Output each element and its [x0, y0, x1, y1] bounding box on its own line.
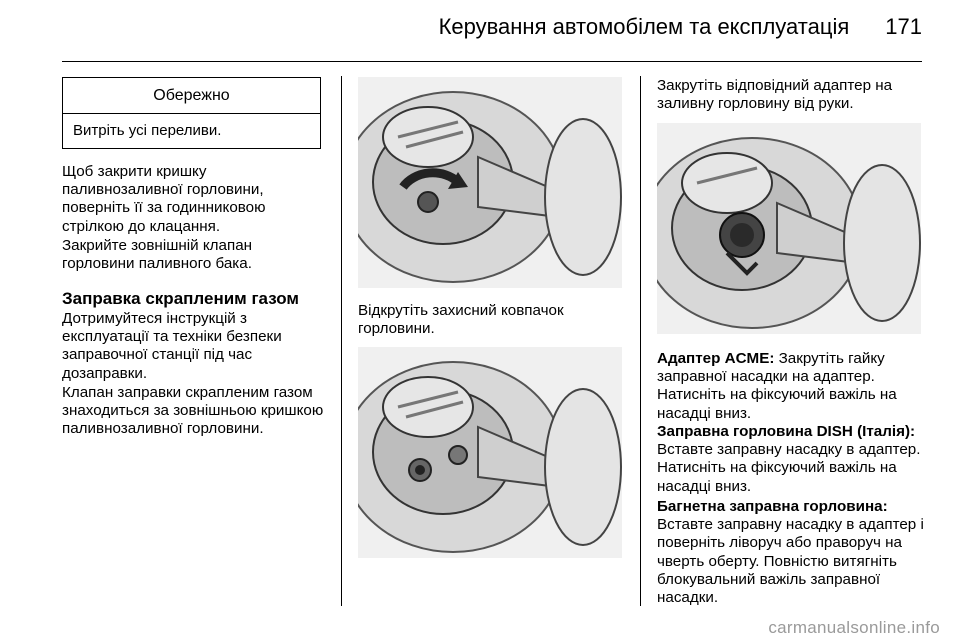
- warning-title: Обережно: [63, 78, 320, 114]
- col1-paragraph-1: Щоб закрити кришку паливнозаливної горловини, поверніть її за годинниковою стрілкою до клацання.: [62, 163, 266, 235]
- bayonet-text: Вставте заправну насадку в адаптер і поверніть ліворуч або праворуч на чверть оберту. Повністю витягніть блокувальний важіль заправної насадки.: [657, 516, 924, 607]
- fuel-door-illustration-3: [657, 123, 921, 334]
- bayonet-paragraph: [657, 498, 927, 607]
- header-divider: [62, 61, 922, 62]
- col3-paragraph-1: Закрутіть відповідний адаптер на заливну горловину від руки.: [657, 77, 893, 113]
- fuel-door-illustration-2: [358, 347, 622, 558]
- dish-label: Заправна горловина DISH (Італія):: [657, 423, 916, 440]
- col1-paragraph-4: Клапан заправки скрапленим газом знаходиться за зовнішньою кришкою паливнозаливної горловини.: [62, 384, 324, 438]
- bayonet-label: Багнетна заправна горловина:: [657, 498, 888, 515]
- warning-text: Витріть усі переливи.: [73, 122, 222, 139]
- warning-box: [62, 77, 321, 149]
- header-title: Керування автомобілем та експлуатація: [438, 14, 850, 39]
- col1-paragraph-3: Дотримуйтеся інструкцій з експлуатації та техніки безпеки заправочної станції під час дозаправки.: [62, 310, 282, 382]
- column-divider-2: [640, 76, 641, 606]
- acme-label: Адаптер ACME:: [657, 350, 775, 367]
- dish-text: Вставте заправну насадку в адаптер. Натисніть на фіксуючий важіль на насадці вниз.: [657, 441, 921, 495]
- section-heading: Заправка скрапленим газом: [62, 289, 299, 308]
- watermark: carmanualsonline.info: [768, 618, 940, 637]
- figure-caption-remove-cap: Відкрутіть захисний ковпачок горловини.: [358, 302, 564, 338]
- acme-text: Закрутіть гайку заправної насадки на адаптер. Натисніть на фіксуючий важіль на насадці вниз.: [657, 350, 897, 422]
- dish-paragraph: [657, 423, 927, 496]
- acme-paragraph: [657, 350, 927, 423]
- figure-adapter: [358, 347, 622, 558]
- column-divider-1: [341, 76, 342, 606]
- col1-paragraph-2: Закрийте зовнішній клапан горловини паливного бака.: [62, 237, 253, 273]
- page-number: 171: [885, 14, 922, 39]
- page-header: [439, 14, 922, 40]
- figure-screw-adapter: [657, 123, 921, 334]
- figure-remove-cap: [358, 77, 622, 288]
- fuel-door-illustration-1: [358, 77, 622, 288]
